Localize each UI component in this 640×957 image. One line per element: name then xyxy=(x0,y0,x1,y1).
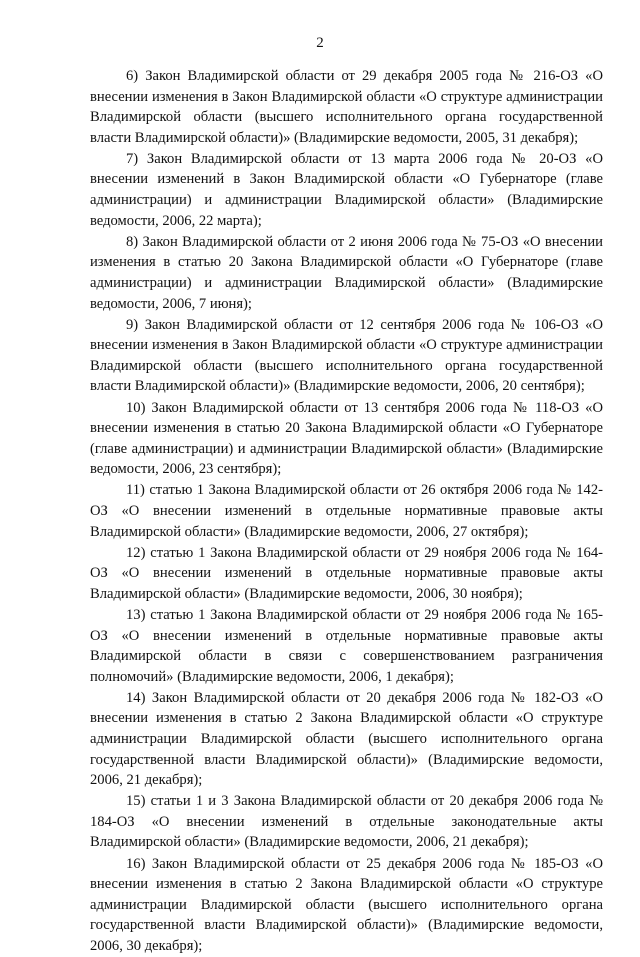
item-text: статью 1 Закона Владимирской области от 29 ноября 2006 года № 164-ОЗ «О внесении изменений в отдельные нормативные правовые акты Владимирской области» (Владимирские ведомости, 2006, 30 ноября); xyxy=(90,544,603,602)
item-text: статью 1 Закона Владимирской области от 26 октября 2006 года № 142-ОЗ «О внесении изменений в отдельные нормативные правовые акты Владимирской области» (Владимирские ведомости, 2006, 27 октября); xyxy=(90,482,603,540)
item-number: 11) xyxy=(126,482,145,499)
item-number: 13) xyxy=(126,606,146,623)
item-text: Закон Владимирской области от 29 декабря 2005 года № 216-ОЗ «О внесении изменения в Закон Владимирской области «О структуре администрации Владимирской области (высшего исполнительного органа государственной власти Владимирской области)» (Владимирские ведомости, 2005, 31 декабря); xyxy=(90,68,603,146)
item-number: 16) xyxy=(126,855,146,872)
item-number: 6) xyxy=(126,68,139,84)
item-text: Закон Владимирской области от 13 марта 2006 года № 20-ОЗ «О внесении изменений в Закон Владимирской области «О Губернаторе (главе администрации) и администрации Владимирской области» (Владимирские ведомости, 2006, 22 марта); xyxy=(90,150,603,229)
item-number: 12) xyxy=(126,544,146,561)
item-text: статьи 1 и 3 Закона Владимирской области от 20 декабря 2006 года № 184-ОЗ «О внесении изменений в отдельные законодательные акты Владимирской области» (Владимирские ведомости, 2006, 21 декабря); xyxy=(90,793,603,851)
list-item xyxy=(90,398,603,480)
item-text: Закон Владимирской области от 13 сентября 2006 года № 118-ОЗ «О внесении изменения в статью 20 Закона Владимирской области «О Губернаторе (главе администрации) и администрации Владимирской области» (Владимирские ведомости, 2006, 23 сентября); xyxy=(90,399,603,478)
page-number: 2 xyxy=(316,35,324,51)
item-text: Закон Владимирской области от 12 сентября 2006 года № 106-ОЗ «О внесении изменения в Закон Владимирской области «О структуре администрации Владимирской области (высшего исполнительного органа государственной власти Владимирской области)» (Владимирские ведомости, 2006, 20 сентября); xyxy=(90,316,603,395)
list-item xyxy=(90,232,603,314)
item-number: 14) xyxy=(126,689,146,706)
list-item xyxy=(90,543,603,605)
item-number: 9) xyxy=(126,316,139,333)
item-number: 15) xyxy=(126,793,146,810)
list-item xyxy=(90,480,603,542)
item-number: 7) xyxy=(126,150,139,167)
item-text: статью 1 Закона Владимирской области от 29 ноября 2006 года № 165-ОЗ «О внесении изменений в отдельные нормативные правовые акты Владимирской области в связи с совершенствованием разграничения полномочий» (Владимирские ведомости, 2006, 1 декабря); xyxy=(90,606,603,685)
list-item xyxy=(90,315,603,397)
list-item xyxy=(90,688,603,791)
item-text: Закон Владимирской области от 2 июня 2006 года № 75-ОЗ «О внесении изменения в статью 20 Закона Владимирской области «О Губернаторе (главе администрации) и администрации Владимирской области» (Владимирские ведомости, 2006, 7 июня); xyxy=(90,233,603,312)
item-number: 10) xyxy=(126,399,146,416)
list-item xyxy=(90,854,603,957)
list-item xyxy=(90,66,603,148)
list-item xyxy=(90,605,603,687)
list-item xyxy=(90,791,603,853)
item-text: Закон Владимирской области от 20 декабря 2006 года № 182-ОЗ «О внесении изменения в статью 2 Закона Владимирской области «О структуре администрации Владимирской области (высшего исполнительного органа государственной власти Владимирской области)» (Владимирские ведомости, 2006, 21 декабря); xyxy=(90,689,603,789)
item-text: Закон Владимирской области от 25 декабря 2006 года № 185-ОЗ «О внесении изменения в статью 2 Закона Владимирской области «О структуре администрации Владимирской области (высшего исполнительного органа государственной власти Владимирской области)» (Владимирские ведомости, 2006, 30 декабря); xyxy=(90,855,603,954)
law-list xyxy=(90,66,603,957)
list-item xyxy=(90,149,603,231)
item-number: 8) xyxy=(126,233,139,250)
